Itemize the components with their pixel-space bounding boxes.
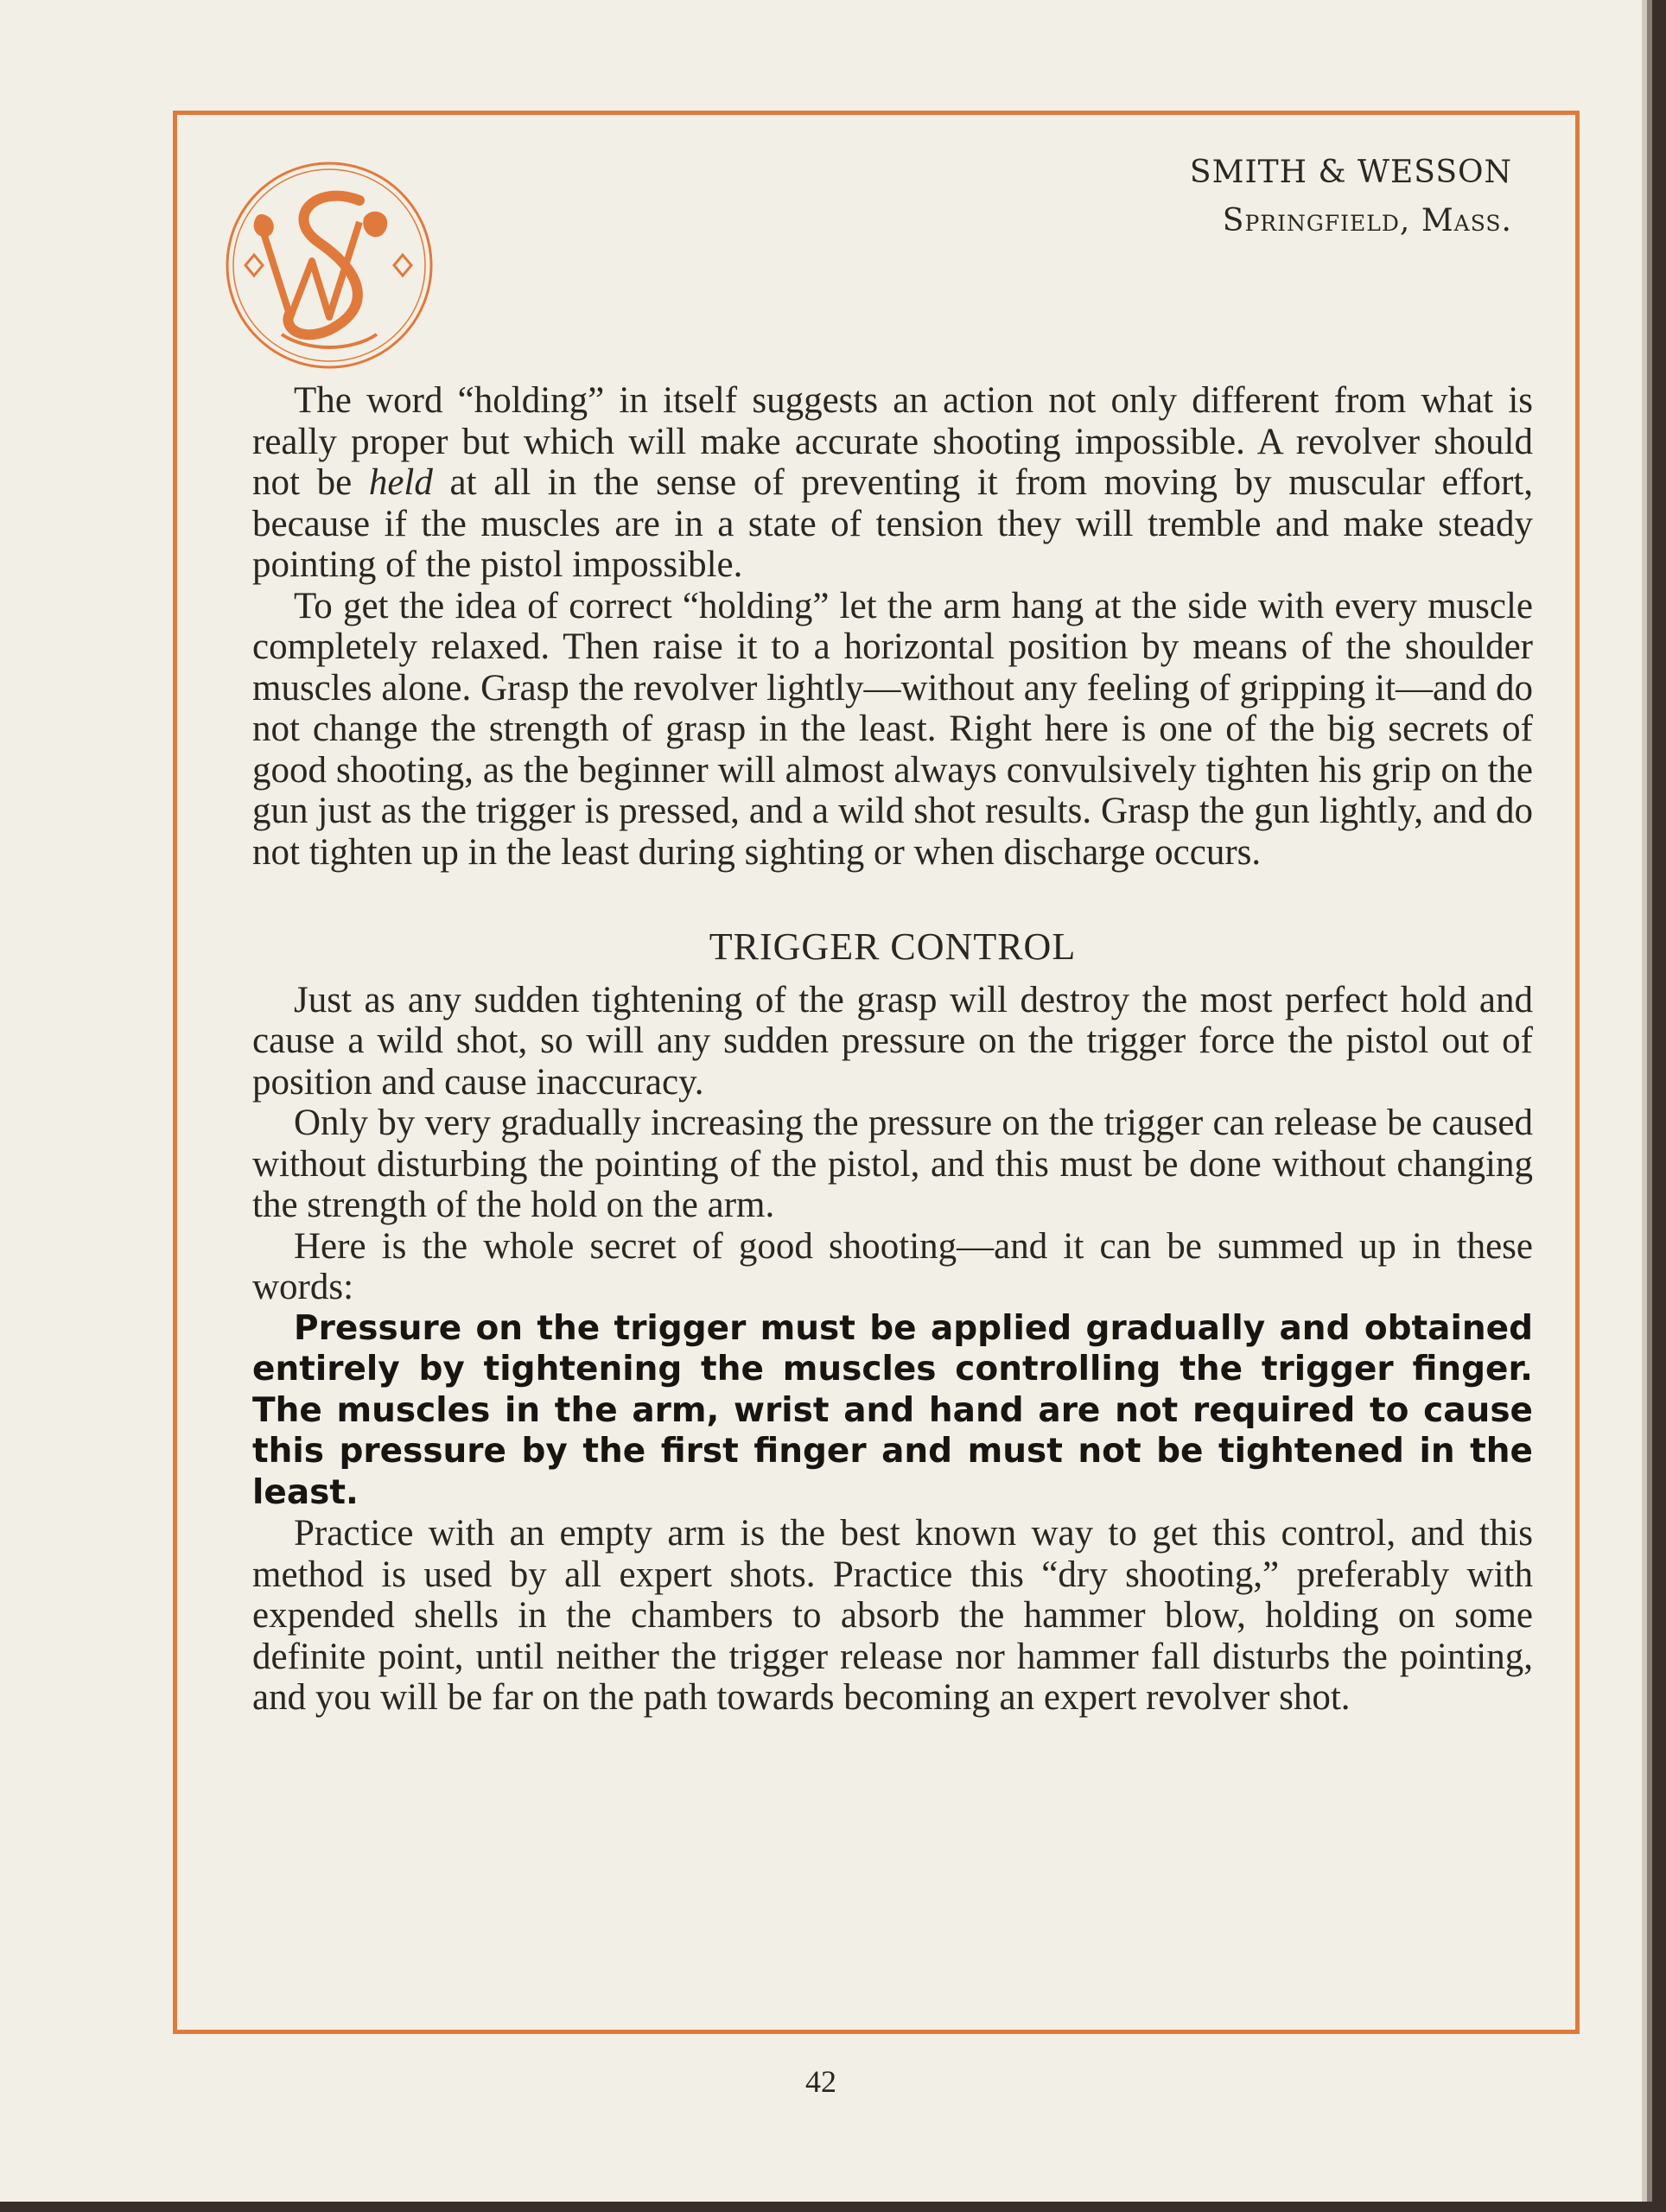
emphasis-held: held [368,462,433,503]
body-text [252,380,1533,1719]
company-name: SMITH & WESSON [1189,155,1512,190]
paragraph-whole-secret: Here is the whole secret of good shooting—and it can be summed up in these words: [252,1225,1533,1307]
page-number: 42 [805,2064,836,2099]
paragraph-gradual-pressure: Only by very gradually increasing the pressure on the trigger can release be caused without disturbing the pointing of the pistol, and this must be done without changing the strength of the hold on the arm. [252,1103,1533,1225]
paragraph-holding [252,380,1533,586]
smith-wesson-monogram-icon [221,157,437,373]
paragraph-holding-part2: at all in the sense of preventing it from moving by muscular effort, because if the muscles are in a state of tension they will tremble and make steady pointing of the pistol impossible. [252,462,1533,585]
paragraph-correct-holding: To get the idea of correct “holding” let the arm hang at the side with every muscle completely relaxed. Then raise it to a horizontal position by means of the shoulder muscles alone. Grasp the revolver lightly—without any feeling of gripping it—and do not change the strength of grasp in the least. Right here is one of the big secrets of good shooting, as the beginner will almost always convulsively tighten his grip on the gun just as the trigger is pressed, and a wild shot results. Grasp the gun lightly, and do not tighten up in the least during sighting or when discharge occurs. [252,585,1533,873]
paragraph-sudden-tightening: Just as any sudden tightening of the grasp will destroy the most perfect hold and cause a wild shot, so will any sudden pressure on the trigger force the pistol out of position and cause inaccuracy. [252,979,1533,1103]
paragraph-dry-shooting: Practice with an empty arm is the best known way to get this control, and this method is used by all expert shots. Practice this “dry shooting,” preferably with expended shells in the chambers to absorb the hammer blow, holding on some definite point, until neither the trigger release nor hammer fall disturbs the pointing, and you will be far on the path towards becoming an expert revolver shot. [252,1513,1533,1718]
paragraph-holding-part1: The word “holding” in itself suggests an action not only different from what is really proper but which will make accurate shooting impossible. A revolver should not be [252,380,1533,503]
bold-rule: Pressure on the trigger must be applied gradually and obtained entirely by tightening the muscles controlling the trigger finger. The muscles in the arm, wrist and hand are not required to cause this pressure by the first finger and must not be tightened in the least. [252,1308,1533,1512]
page-header [1190,149,1512,245]
section-title: TRIGGER CONTROL [709,925,1077,968]
company-location: Springfield, Mass. [1222,203,1512,238]
